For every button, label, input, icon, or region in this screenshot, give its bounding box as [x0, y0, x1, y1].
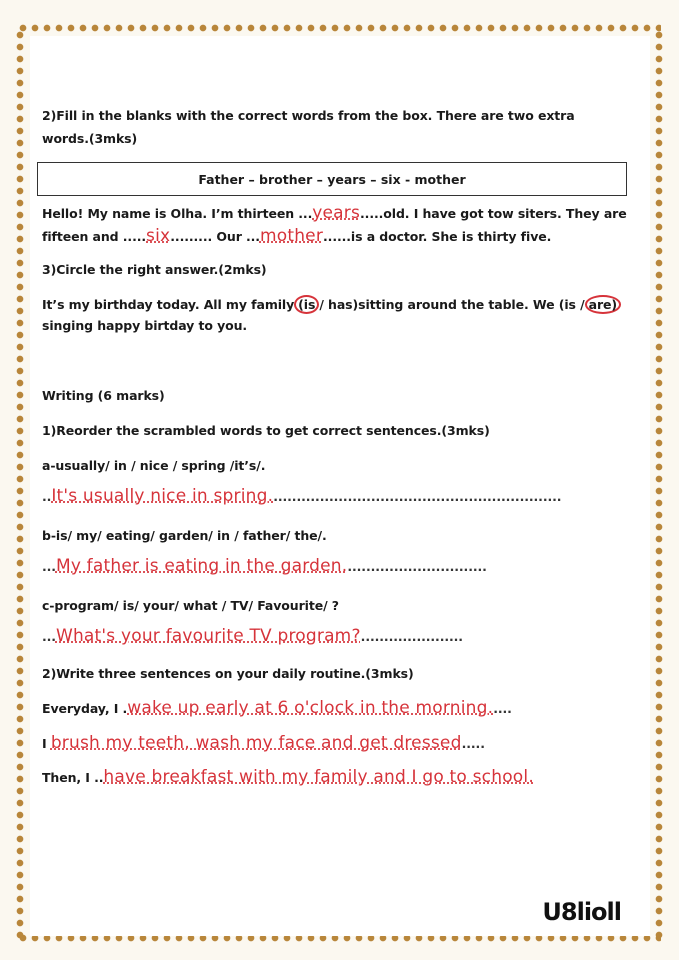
routine-line1 [42, 698, 512, 718]
paragraph-text: .....old. I have got tow siters. They are [360, 206, 627, 221]
dots: .............................. [347, 559, 487, 574]
dots: ..... [461, 736, 485, 751]
reorder-answer-c [42, 626, 463, 646]
paragraph-text: Hello! My name is Olha. I’m thirteen ... [42, 206, 313, 221]
dots: .... [493, 701, 512, 716]
dots: ...................... [360, 629, 463, 644]
handwritten-answer: wake up early at 6 o'clock in the morning. [127, 698, 494, 718]
dots: ... [42, 559, 56, 574]
routine-line2 [42, 733, 485, 753]
handwritten-answer: My father is eating in the garden. [55, 556, 348, 576]
writing-heading: Writing (6 marks) [42, 388, 165, 403]
section2-heading-line2: words.(3mks) [42, 131, 138, 146]
section2-heading-line1: 2)Fill in the blanks with the correct words from the box. There are two extra [42, 108, 575, 123]
handwritten-answer: have breakfast with my family and I go to school. [103, 767, 534, 787]
reorder-prompt-a: a-usually/ in / nice / spring /it’s/. [42, 458, 266, 473]
paragraph-text: ......is a doctor. She is thirty five. [323, 229, 552, 244]
paragraph-text: fifteen and ..... [42, 229, 147, 244]
circle-text: has)sitting around the table. We (is [323, 297, 581, 312]
word-box [37, 162, 627, 196]
handwritten-answer: six [146, 226, 171, 246]
word-box-text: Father – brother – years – six - mother [198, 172, 466, 187]
paragraph-line1 [42, 203, 627, 223]
paragraph-line2 [42, 226, 551, 246]
circle-line1: It’s my birthday today. All my family (is / has)sitting around the table. We (is / are) [42, 295, 621, 314]
paragraph-text: ......... Our ... [170, 229, 260, 244]
decorative-border-right [653, 30, 665, 940]
circle-text: It’s my birthday today. All my family [42, 297, 295, 312]
circle-line2: singing happy birtday to you. [42, 318, 248, 333]
reorder-answer-b [42, 556, 487, 576]
dots: .............................................................. [273, 489, 562, 504]
handwritten-answer: It's usually nice in spring. [51, 486, 274, 506]
circled-answer: are) [585, 295, 621, 314]
decorative-border-top [18, 22, 661, 34]
routine-line3 [42, 767, 534, 787]
reorder-heading: 1)Reorder the scrambled words to get correct sentences.(3mks) [42, 423, 490, 438]
handwritten-answer: brush my teeth, wash my face and get dressed [50, 733, 462, 753]
reorder-answer-a [42, 486, 561, 506]
logo: U8lioll [542, 898, 621, 926]
reorder-prompt-c: c-program/ is/ your/ what / TV/ Favourite/ ? [42, 598, 339, 613]
routine-label: Then, I .. [42, 770, 104, 785]
section3-heading: 3)Circle the right answer.(2mks) [42, 262, 267, 277]
routine-heading: 2)Write three sentences on your daily routine.(3mks) [42, 666, 414, 681]
reorder-prompt-b: b-is/ my/ eating/ garden/ in / father/ the/. [42, 528, 327, 543]
handwritten-answer: What's your favourite TV program? [55, 626, 361, 646]
routine-label: Everyday, I . [42, 701, 128, 716]
routine-label: I [42, 736, 51, 751]
handwritten-answer: mother [259, 226, 324, 246]
dots: ... [42, 629, 56, 644]
circled-answer: (is [294, 295, 319, 314]
dots: .. [42, 489, 52, 504]
decorative-border-left [14, 30, 26, 940]
handwritten-answer: years [312, 203, 361, 223]
